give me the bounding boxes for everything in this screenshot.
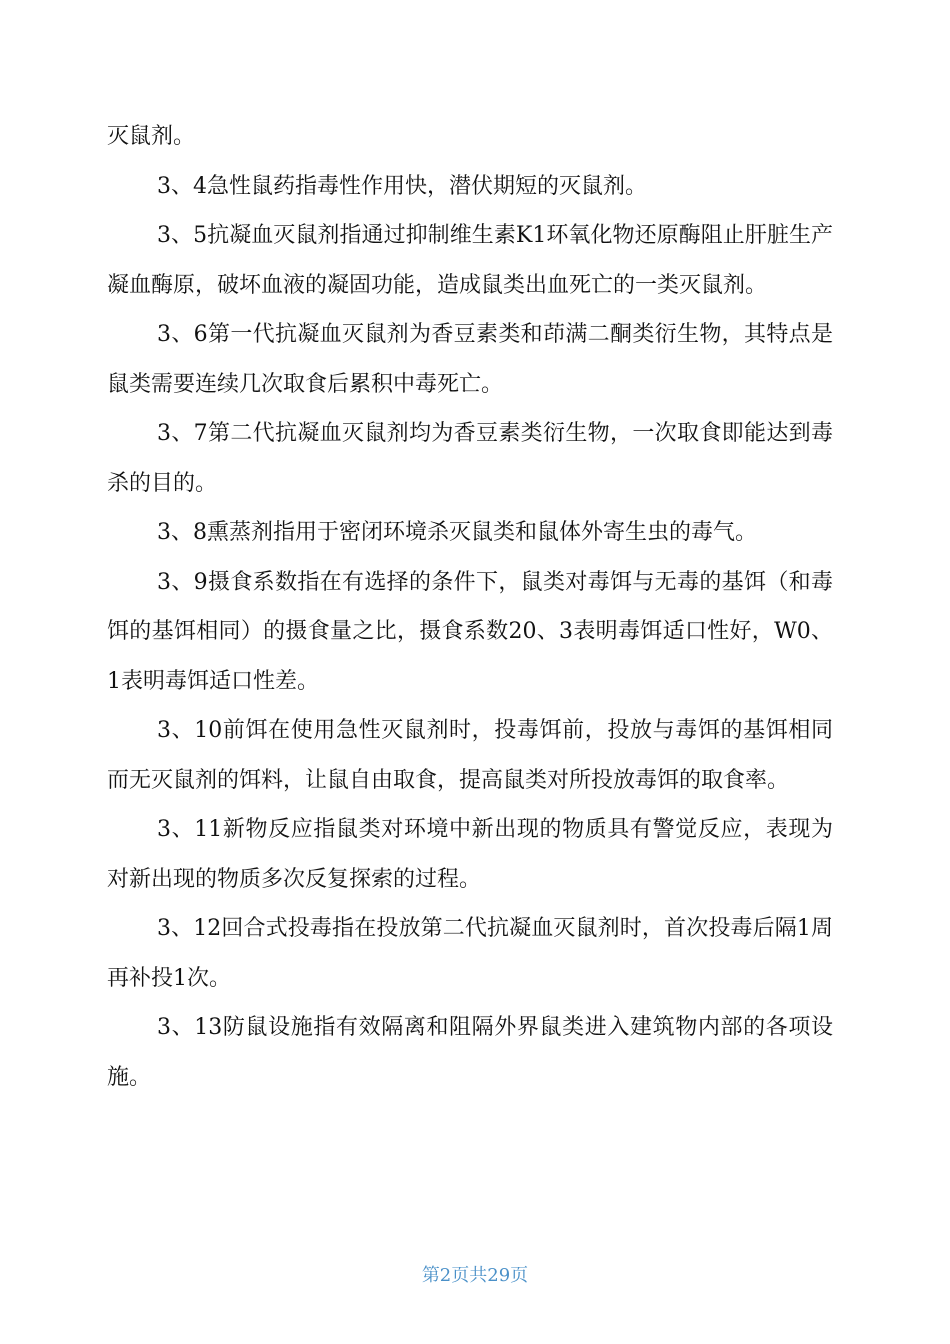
paragraph-3-8: 3、8熏蒸剂指用于密闭环境杀灭鼠类和鼠体外寄生虫的毒气。 [157, 520, 757, 545]
paragraph-3-4: 3、4急性鼠药指毒性作用快，潜伏期短的灭鼠剂。 [157, 173, 647, 199]
paragraph-3-10: 3、10前饵在使用急性灭鼠剂时，投毒饵前，投放与毒饵的基饵相同而无灭鼠剂的饵料，让鼠自由取食，提高鼠类对所投放毒饵的取食率。 [107, 718, 833, 793]
page-number-footer: 第2页共29页 [421, 1265, 529, 1286]
paragraph-3-5: 3、5抗凝血灭鼠剂指通过抑制维生素K1环氧化物还原酶阻止肝脏生产凝血酶原，破坏血液的凝固功能，造成鼠类出血死亡的一类灭鼠剂。 [107, 223, 833, 298]
paragraph-3-12: 3、12回合式投毒指在投放第二代抗凝血灭鼠剂时，首次投毒后隔1周再补投1次。 [107, 916, 833, 991]
paragraph-3-9: 3、9摄食系数指在有选择的条件下，鼠类对毒饵与无毒的基饵（和毒饵的基饵相同）的摄食量之比，摄食系数20、3表明毒饵适口性好，W0、1表明毒饵适口性差。 [107, 569, 833, 694]
paragraph-continuation: 灭鼠剂。 [107, 124, 196, 149]
paragraph-3-13: 3、13防鼠设施指有效隔离和阻隔外界鼠类进入建筑物内部的各项设施。 [107, 1015, 833, 1090]
document-body [107, 112, 833, 1102]
paragraph-3-11: 3、11新物反应指鼠类对环境中新出现的物质具有警觉反应，表现为对新出现的物质多次反复探索的过程。 [107, 817, 833, 892]
paragraph-3-7: 3、7第二代抗凝血灭鼠剂均为香豆素类衍生物，一次取食即能达到毒杀的目的。 [107, 421, 833, 496]
paragraph-3-6: 3、6第一代抗凝血灭鼠剂为香豆素类和茚满二酮类衍生物，其特点是鼠类需要连续几次取食后累积中毒死亡。 [107, 322, 833, 397]
